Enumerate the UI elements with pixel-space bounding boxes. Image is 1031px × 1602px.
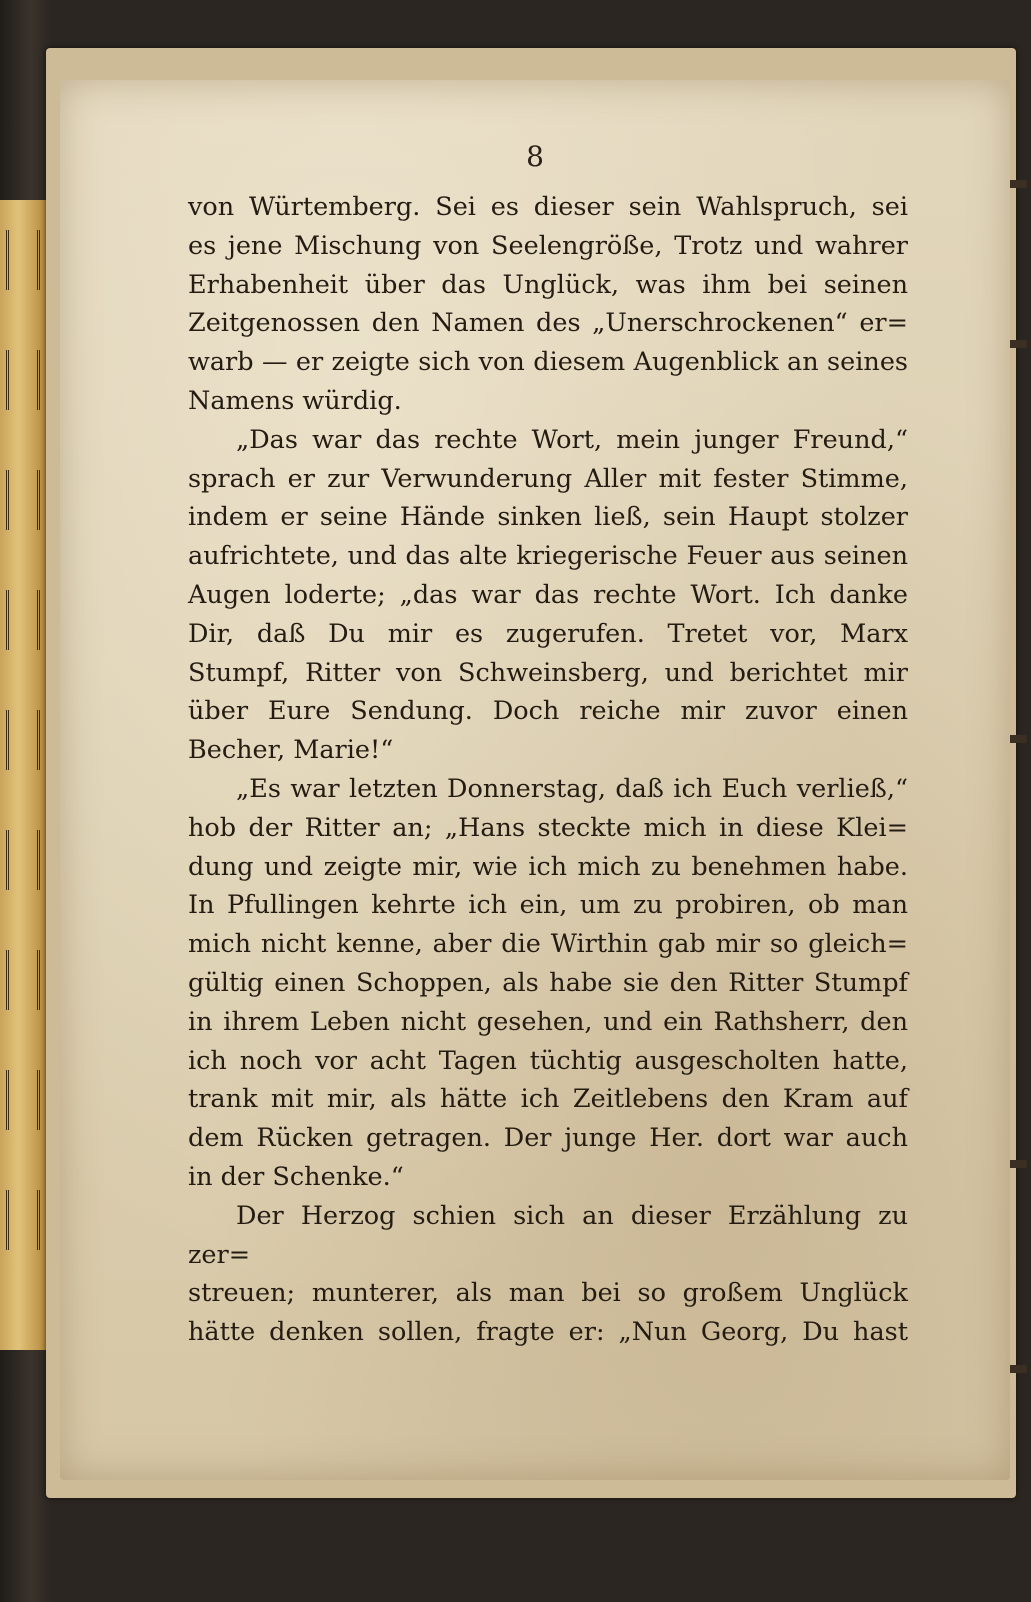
text-line: von Würtemberg. Sei es dieser sein Wahlspruch, sei [188,192,908,222]
text-line: Namens würdig. [188,385,402,416]
text-line: Becher, Marie!“ [188,735,394,766]
text-line: hob der Ritter an; „Hans steckte mich in diese Klei= [188,812,908,843]
text-line: mich nicht kenne, aber die Wirthin gab mir so gleich= [188,929,908,960]
paragraph [188,421,908,770]
text-line: Zeitgenossen den Namen des „Unerschrockenen“ er= [188,308,908,339]
text-line: „Es war letzten Donnerstag, daß ich Euch verließ,“ [236,773,908,804]
spine-ornament [6,1190,40,1250]
text-line: streuen; munterer, als man bei so großem Unglück [188,1278,908,1309]
page-body-text [188,188,908,1352]
paragraph [188,188,908,421]
spine-ornament [6,350,40,410]
text-line: Der Herzog schien sich an dieser Erzählung zu zer= [188,1200,908,1270]
text-line: Augen loderte; „das war das rechte Wort. Ich danke [188,579,908,610]
text-line: ich noch vor acht Tagen tüchtig ausgescholten hatte, [188,1045,908,1076]
text-line: warb — er zeigte sich von diesem Augenblick an seines [188,347,908,378]
text-line: dem Rücken getragen. Der junge Her. dort war auch [188,1123,908,1154]
spine-ornament [6,1070,40,1130]
text-line: aufrichtete, und das alte kriegerische Feuer aus seinen [188,541,908,572]
text-line: Dir, daß Du mir es zugerufen. Tretet vor, Marx [188,618,908,649]
text-line: In Pfullingen kehrte ich ein, um zu probiren, ob man [188,890,908,921]
paragraph [188,1197,908,1352]
paragraph [188,770,908,1197]
text-line: gültig einen Schoppen, als habe sie den Ritter Stumpf [188,967,908,998]
book-spine-ornamental-edge [0,200,48,1350]
text-line: hätte denken sollen, fragte er: „Nun Georg, Du hast [188,1317,908,1348]
text-line: indem er seine Hände sinken ließ, sein Haupt stolzer [188,502,908,533]
spine-ornament [6,830,40,890]
text-line: in der Schenke.“ [188,1161,404,1192]
text-line: sprach er zur Verwunderung Aller mit fester Stimme, [188,463,908,494]
spine-ornament [6,590,40,650]
text-line: Stumpf, Ritter von Schweinsberg, und berichtet mir [188,657,908,688]
text-line: trank mit mir, als hätte ich Zeitlebens den Kram auf [188,1084,908,1115]
spine-ornament [6,950,40,1010]
text-line: „Das war das rechte Wort, mein junger Freund,“ [236,424,908,455]
text-line: es jene Mischung von Seelengröße, Trotz und wahrer [188,230,908,261]
spine-ornament [6,470,40,530]
spine-ornament [6,710,40,770]
book-page [60,80,1010,1480]
text-line: dung und zeigte mir, wie ich mich zu benehmen habe. [188,851,908,882]
spine-ornament [6,230,40,290]
text-line: in ihrem Leben nicht gesehen, und ein Rathsherr, den [188,1006,908,1037]
text-line: über Eure Sendung. Doch reiche mir zuvor einen [188,696,908,727]
text-line: Erhabenheit über das Unglück, was ihm bei seinen [188,269,908,300]
page-number: 8 [526,140,544,173]
